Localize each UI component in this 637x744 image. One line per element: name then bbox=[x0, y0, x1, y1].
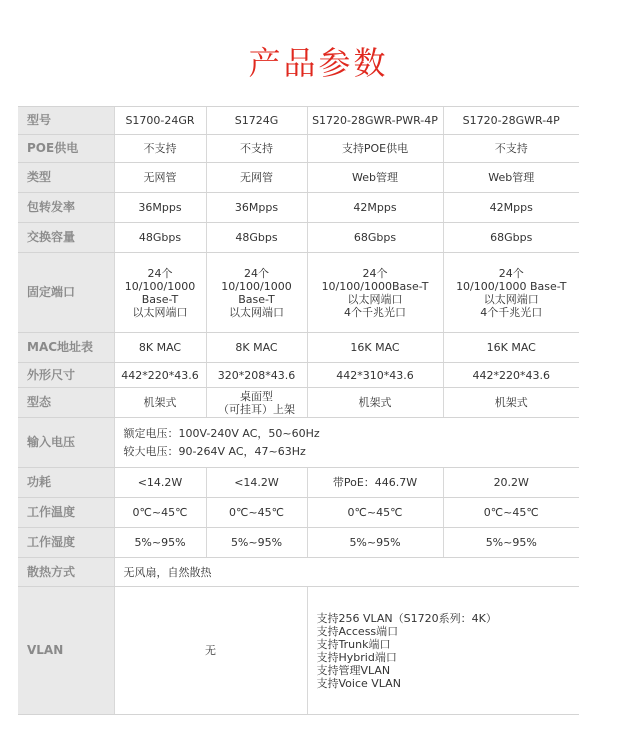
cell-value bbox=[443, 253, 579, 333]
cell-line: 支持管理VLAN bbox=[316, 663, 391, 677]
cell-value: 20.2W bbox=[443, 468, 579, 498]
cell-value: 320*208*43.6 bbox=[206, 363, 307, 388]
cell-line: 24个 bbox=[244, 266, 269, 280]
cell-value: 16K MAC bbox=[307, 333, 443, 363]
cell-line: 24个 bbox=[362, 266, 388, 280]
cell-line: （可挂耳）上架 bbox=[218, 402, 295, 416]
cell-line: 4个千兆光口 bbox=[480, 305, 543, 319]
cell-value bbox=[206, 388, 307, 418]
cell-line: Base-T bbox=[238, 292, 275, 306]
cell-line: 以太网端口 bbox=[347, 292, 403, 306]
cell-value: 36Mpps bbox=[206, 193, 307, 223]
cell-value bbox=[206, 253, 307, 333]
cell-line: 4个千兆光口 bbox=[344, 305, 406, 319]
cell-value: 8K MAC bbox=[114, 333, 206, 363]
cell-value: 无风扇，自然散热 bbox=[114, 558, 579, 587]
cell-value: Web管理 bbox=[443, 163, 579, 193]
cell-value: 5%~95% bbox=[114, 528, 206, 558]
row-form-factor bbox=[18, 388, 579, 418]
row-fixed-ports bbox=[18, 253, 579, 333]
cell-value: 5%~95% bbox=[443, 528, 579, 558]
row-poe bbox=[18, 135, 579, 163]
cell-value: <14.2W bbox=[114, 468, 206, 498]
cell-line: 支持256 VLAN（S1720系列：4K） bbox=[316, 611, 497, 625]
row-label: 输入电压 bbox=[18, 418, 114, 468]
row-forwarding-rate bbox=[18, 193, 579, 223]
cell-value: S1720-28GWR-PWR-4P bbox=[307, 107, 443, 135]
cell-line: 支持Voice VLAN bbox=[316, 676, 401, 690]
cell-line: 支持Trunk端口 bbox=[316, 637, 391, 651]
spec-table bbox=[18, 106, 579, 715]
cell-value: 48Gbps bbox=[206, 223, 307, 253]
cell-line: 额定电压：100V-240V AC，50~60Hz bbox=[123, 426, 320, 440]
cell-value: 0℃~45℃ bbox=[307, 498, 443, 528]
row-label: 交换容量 bbox=[18, 223, 114, 253]
row-label: 型态 bbox=[18, 388, 114, 418]
row-label: 外形尺寸 bbox=[18, 363, 114, 388]
cell-value: 支持POE供电 bbox=[307, 135, 443, 163]
row-power bbox=[18, 468, 579, 498]
row-operating-temp bbox=[18, 498, 579, 528]
cell-line: 10/100/1000 Base-T bbox=[456, 279, 567, 293]
cell-value: S1700-24GR bbox=[114, 107, 206, 135]
row-switching-capacity bbox=[18, 223, 579, 253]
row-label: VLAN bbox=[18, 587, 114, 715]
row-label: 功耗 bbox=[18, 468, 114, 498]
row-label: POE供电 bbox=[18, 135, 114, 163]
cell-line: 24个 bbox=[498, 266, 524, 280]
cell-value: S1724G bbox=[206, 107, 307, 135]
cell-value: 16K MAC bbox=[443, 333, 579, 363]
cell-value bbox=[114, 388, 206, 418]
cell-value bbox=[443, 388, 579, 418]
row-label: 固定端口 bbox=[18, 253, 114, 333]
cell-value: 68Gbps bbox=[307, 223, 443, 253]
page-title: 产品参数 bbox=[248, 44, 389, 82]
row-label: 散热方式 bbox=[18, 558, 114, 587]
cell-line: 较大电压：90-264V AC，47~63Hz bbox=[123, 444, 306, 458]
cell-line: 支持Hybrid端口 bbox=[316, 650, 397, 664]
cell-value: 442*220*43.6 bbox=[114, 363, 206, 388]
cell-line: 10/100/1000 bbox=[124, 279, 196, 293]
row-vlan bbox=[18, 587, 579, 715]
row-dimensions bbox=[18, 363, 579, 388]
cell-line: 24个 bbox=[147, 266, 173, 280]
cell-line: 10/100/1000 bbox=[221, 279, 292, 293]
cell-value: 442*310*43.6 bbox=[307, 363, 443, 388]
row-model bbox=[18, 107, 579, 135]
row-label: 工作温度 bbox=[18, 498, 114, 528]
cell-value: 42Mpps bbox=[443, 193, 579, 223]
row-cooling bbox=[18, 558, 579, 587]
cell-value: <14.2W bbox=[206, 468, 307, 498]
row-label: 工作湿度 bbox=[18, 528, 114, 558]
row-input-voltage bbox=[18, 418, 579, 468]
cell-value: 无网管 bbox=[114, 163, 206, 193]
cell-value bbox=[114, 418, 579, 468]
cell-line: 支持Access端口 bbox=[316, 624, 399, 638]
row-label: 包转发率 bbox=[18, 193, 114, 223]
row-label: 类型 bbox=[18, 163, 114, 193]
cell-value: Web管理 bbox=[307, 163, 443, 193]
cell-value: 不支持 bbox=[206, 135, 307, 163]
cell-line: 机架式 bbox=[494, 396, 528, 409]
cell-value: 5%~95% bbox=[307, 528, 443, 558]
cell-value: 42Mpps bbox=[307, 193, 443, 223]
cell-value: 0℃~45℃ bbox=[114, 498, 206, 528]
cell-value: 48Gbps bbox=[114, 223, 206, 253]
row-label: MAC地址表 bbox=[18, 333, 114, 363]
cell-line: 桌面型 bbox=[240, 389, 273, 403]
cell-value: 不支持 bbox=[114, 135, 206, 163]
cell-value: 0℃~45℃ bbox=[443, 498, 579, 528]
cell-value: 0℃~45℃ bbox=[206, 498, 307, 528]
cell-value: 5%~95% bbox=[206, 528, 307, 558]
row-type bbox=[18, 163, 579, 193]
cell-line: 10/100/1000Base-T bbox=[321, 279, 429, 293]
cell-line: 以太网端口 bbox=[483, 292, 539, 306]
cell-line: 机架式 bbox=[143, 396, 177, 409]
cell-value: 68Gbps bbox=[443, 223, 579, 253]
cell-value: 无网管 bbox=[206, 163, 307, 193]
row-label: 型号 bbox=[18, 107, 114, 135]
cell-value: 带PoE：446.7W bbox=[307, 468, 443, 498]
cell-line: 以太网端口 bbox=[132, 305, 188, 319]
cell-value: S1720-28GWR-4P bbox=[443, 107, 579, 135]
cell-value: 36Mpps bbox=[114, 193, 206, 223]
cell-value: 442*220*43.6 bbox=[443, 363, 579, 388]
cell-value bbox=[307, 587, 579, 715]
cell-line: 以太网端口 bbox=[229, 305, 284, 319]
row-operating-humidity bbox=[18, 528, 579, 558]
row-mac-table bbox=[18, 333, 579, 363]
cell-line: Base-T bbox=[141, 292, 179, 306]
cell-value bbox=[307, 388, 443, 418]
cell-value: 不支持 bbox=[443, 135, 579, 163]
cell-value: 8K MAC bbox=[206, 333, 307, 363]
cell-line: 机架式 bbox=[358, 396, 392, 409]
cell-value bbox=[114, 253, 206, 333]
cell-value bbox=[307, 253, 443, 333]
cell-value: 无 bbox=[114, 587, 307, 715]
